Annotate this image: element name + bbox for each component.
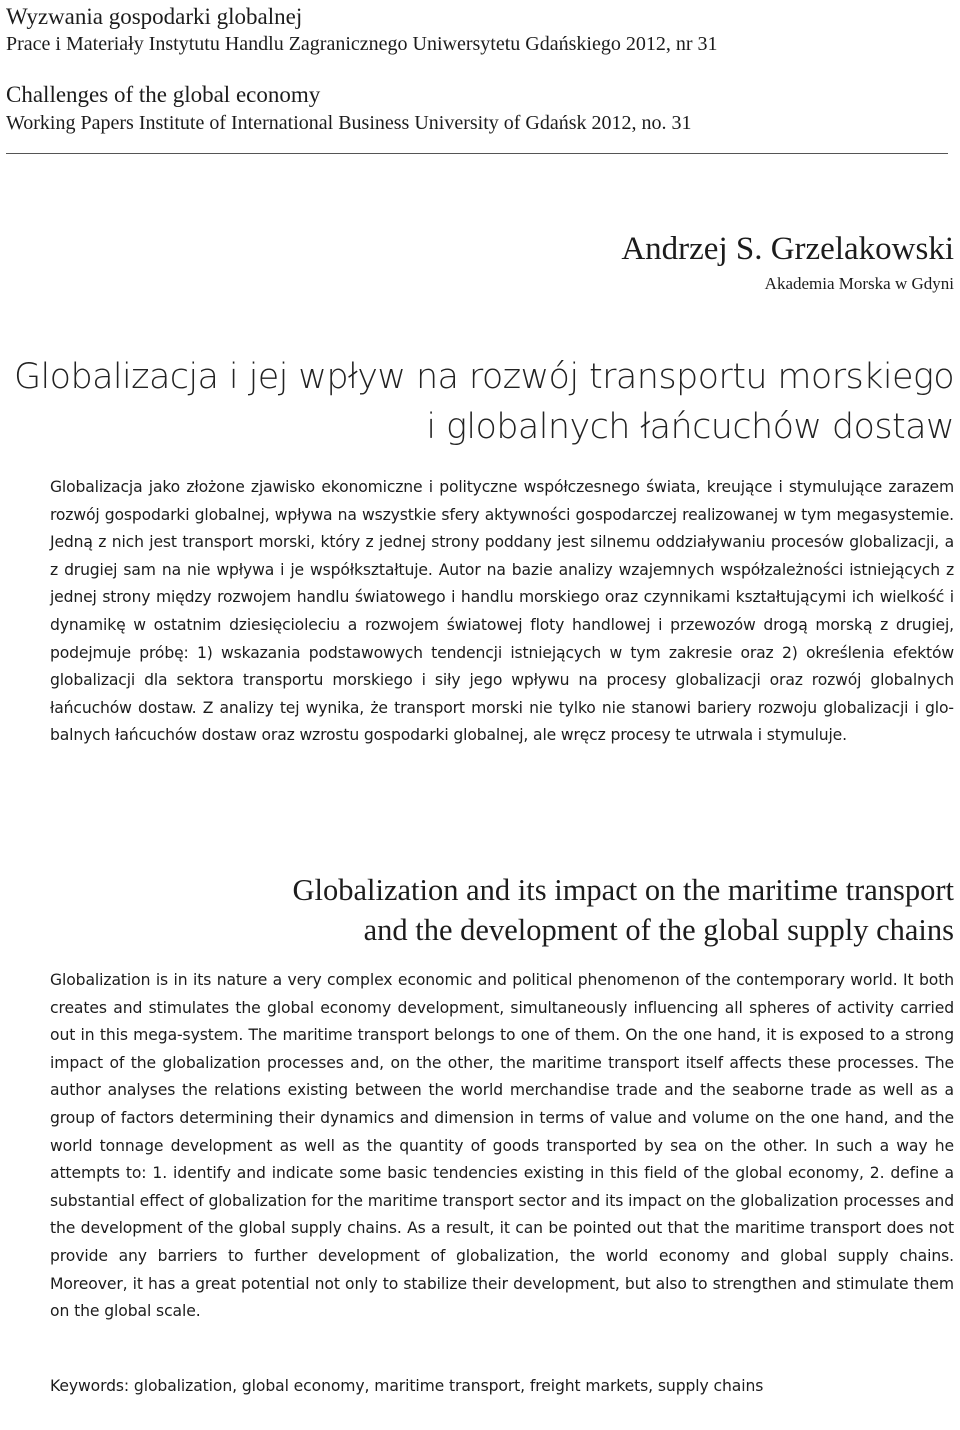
- article-title-en: [34, 870, 954, 950]
- abstract-pl: Globalizacja jako złożone zjawisko ekonomiczne i polityczne współczesnego świata, kreujące i stymulujące zarazem rozwój gospodarki globalnej, wpływa na wszystkie sfery aktywności gospodarczej realizowanej w tym megasystemie. Jedną z nich jest transport morski, który z jednej strony poddany jest silnemu oddziaływaniu procesów globalizacji, a z drugiej sam na nie wpływa i je współkształtuje. Autor na bazie analizy wzajemnych współzależności istniejących z jednej strony między rozwojem handlu światowego i handlu morskiego oraz czynnikami kształtującymi ich wielkość i dynamikę w ostatnim dziesięcioleciu a rozwojem światowej floty handlowej i przewozów drogą morską z drugiej, podejmuje próbę: 1) wskazania podstawowych tendencji istniejących w tym zakresie oraz 2) określenia efektów globalizacji dla sektora transportu morskiego i siły jego wpływu na procesy globalizacji oraz rozwój globalnych łańcuchów dostaw. Z analizy tej wynika, że transport morski nie tylko nie stanowi bariery rozwoju globalizacji i globalnych łańcuchów dostaw oraz wzrostu gospodarki globalnej, ale wręcz procesy te utrwala i stymuluje.: [50, 478, 954, 745]
- series-title-en: Challenges of the global economy: [6, 82, 321, 107]
- series-title-pl: Wyzwania gospodarki globalnej: [6, 4, 303, 29]
- author-affiliation: Akademia Morska w Gdyni: [764, 274, 954, 293]
- article-title-en-line2: and the development of the global supply chains: [363, 913, 954, 947]
- article-title-pl-line2: i globalnych łańcuchów dostaw: [426, 407, 954, 447]
- article-title-pl-line1: Globalizacja i jej wpływ na rozwój transportu morskiego: [14, 357, 955, 397]
- journal-citation-en: Working Papers Institute of International Business University of Gdańsk 2012, no. 31: [6, 112, 692, 134]
- author-name: Andrzej S. Grzelakowski: [621, 231, 954, 267]
- article-title-en-line1: Globalization and its impact on the maritime transport: [292, 873, 954, 907]
- article-title-pl: [14, 352, 954, 452]
- keywords: Keywords: globalization, global economy, maritime transport, freight markets, supply chains: [50, 1377, 764, 1395]
- abstract-en: Globalization is in its nature a very complex economic and political phenomenon of the contemporary world. It both creates and stimulates the global economy development, simultaneously influencing all spheres of activity carried out in this mega-system. The maritime transport belongs to one of them. On the one hand, it is exposed to a strong impact of the globalization processes and, on the other, the maritime transport itself affects these processes. The author analyses the relations existing between the world merchandise trade and the seaborne trade as well as a group of factors determining their dynamics and dimension in terms of value and volume on the one hand, and the world tonnage development as well as the quantity of goods transported by sea on the other. In such a way he attempts to: 1. identify and indicate some basic tendencies existing in this field of the global economy, 2. define a substantial effect of globalization for the maritime transport sector and its impact on the globalization processes and the development of the global supply chains. As a result, it can be pointed out that the maritime transport does not provide any barriers to further development of globalization, the world economy and global supply chains. Moreover, it has a great potential not only to stabilize their development, but also to strengthen and stimulate them on the global scale.: [50, 971, 954, 1321]
- header-divider: [6, 153, 948, 154]
- journal-citation-pl: Prace i Materiały Instytutu Handlu Zagranicznego Uniwersytetu Gdańskiego 2012, nr 31: [6, 33, 718, 55]
